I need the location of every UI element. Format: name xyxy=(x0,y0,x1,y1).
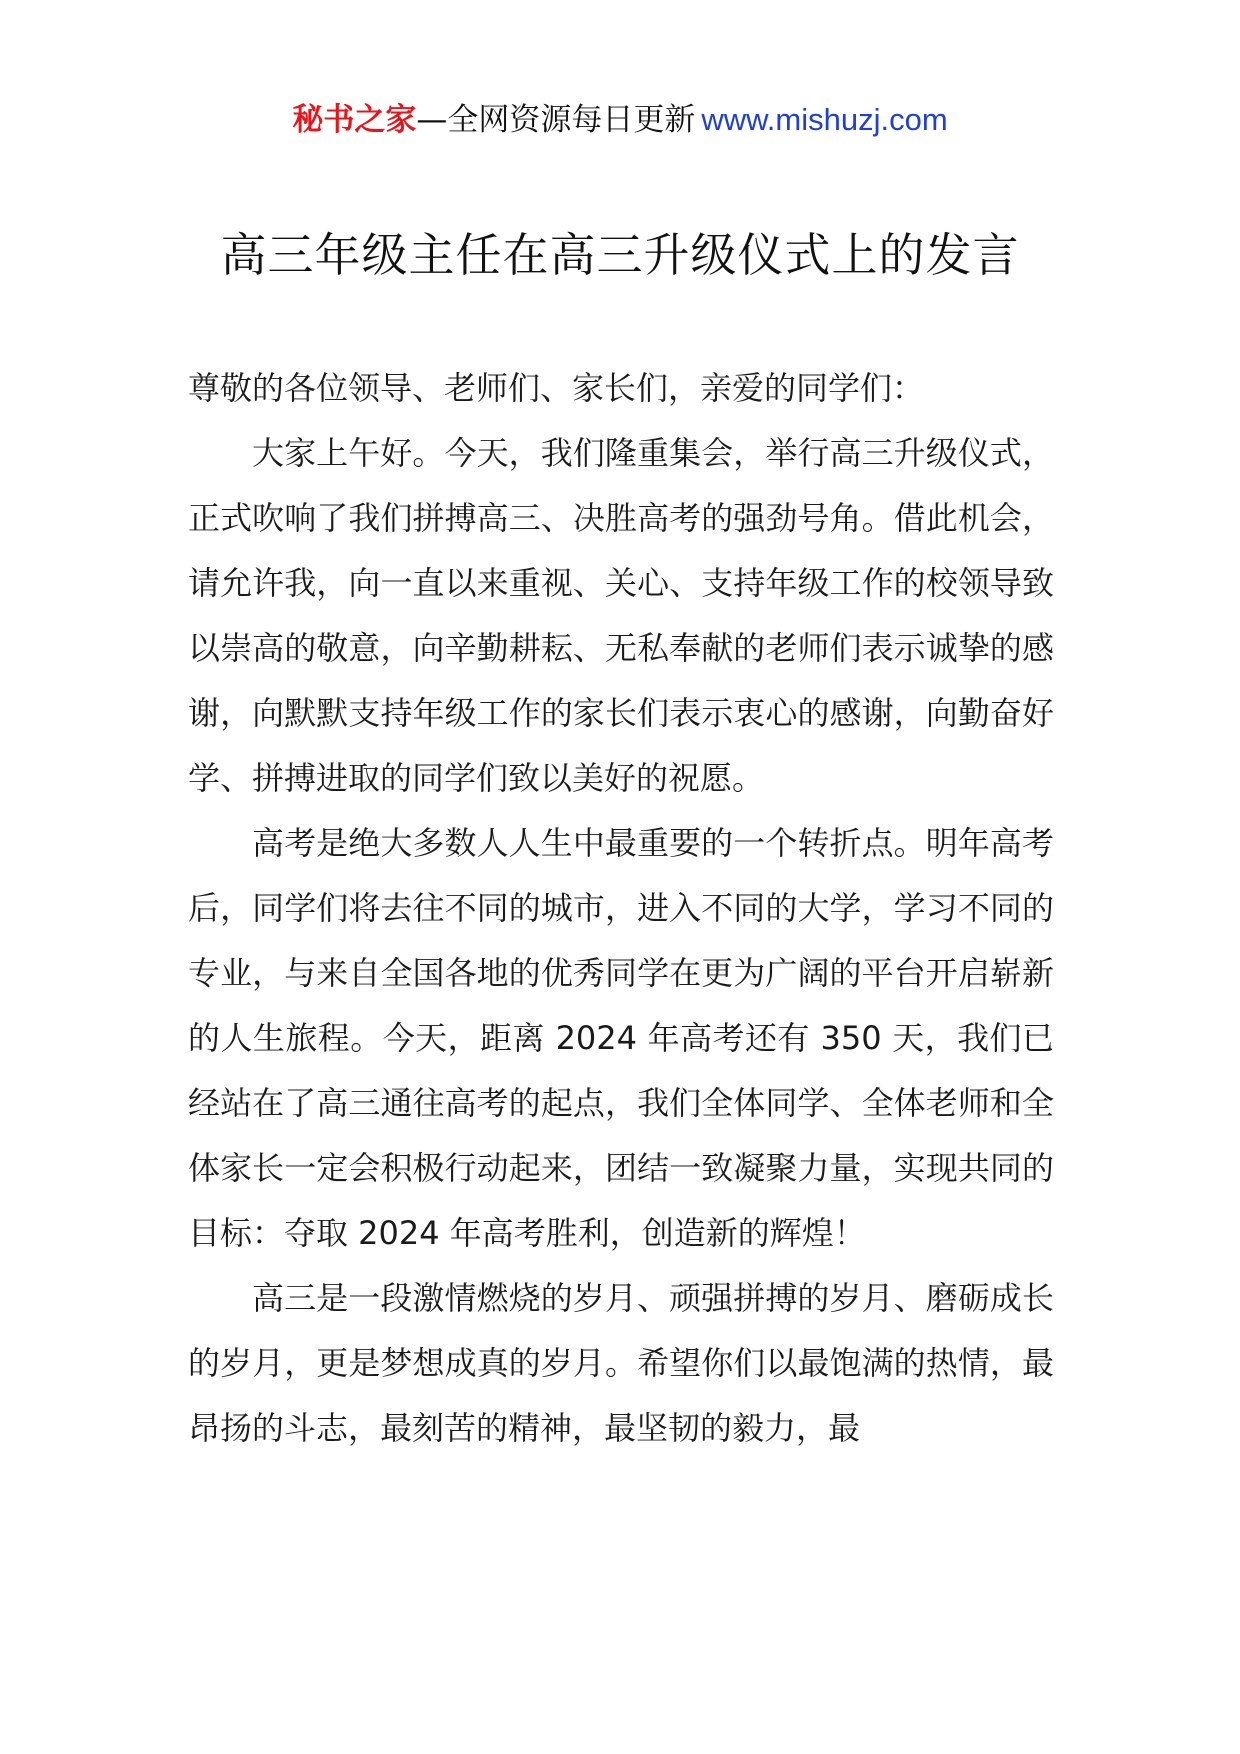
document-body xyxy=(188,356,1054,1461)
header-slogan: —全网资源每日更新 xyxy=(416,102,696,138)
document-title: 高三年级主任在高三升级仪式上的发言 xyxy=(220,228,1020,282)
paragraph-2: 高考是绝大多数人人生中最重要的一个转折点。明年高考后，同学们将去往不同的城市，进入不同的大学，学习不同的专业，与来自全国各地的优秀同学在更为广阔的平台开启崭新的人生旅程。今天，距离 2024 年高考还有 350 天，我们已经站在了高三通往高考的起点，我们全体同学、全体老师和全体家长一定会积极行动起来，团结一致凝聚力量，实现共同的目标：夺取 2024 年高考胜利，创造新的辉煌！ xyxy=(188,824,1054,1252)
paragraph-1: 大家上午好。今天，我们隆重集会，举行高三升级仪式，正式吹响了我们拼搏高三、决胜高考的强劲号角。借此机会，请允许我，向一直以来重视、关心、支持年级工作的校领导致以崇高的敬意，向辛勤耕耘、无私奉献的老师们表示诚挚的感谢，向默默支持年级工作的家长们表示衷心的感谢，向勤奋好学、拼搏进取的同学们致以美好的祝愿。 xyxy=(188,434,1054,797)
salutation: 尊敬的各位领导、老师们、家长们，亲爱的同学们： xyxy=(188,369,925,407)
page-header xyxy=(0,100,1240,140)
brand-name: 秘书之家 xyxy=(292,102,417,138)
site-url: www.mishuzj.com xyxy=(701,102,948,137)
paragraph-3: 高三是一段激情燃烧的岁月、顽强拼搏的岁月、磨砺成长的岁月，更是梦想成真的岁月。希望你们以最饱满的热情，最昂扬的斗志，最刻苦的精神，最坚韧的毅力，最 xyxy=(188,1279,1054,1447)
